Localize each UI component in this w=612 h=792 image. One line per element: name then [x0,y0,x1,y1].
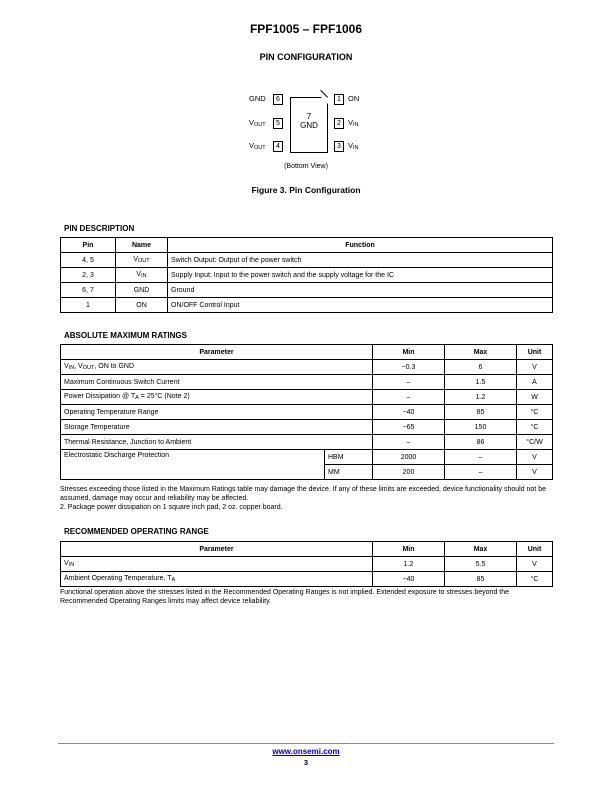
pin-number-left-2: 5 [273,118,283,129]
pin-label-right-3: $V_{IN}$ [348,141,359,151]
col-header-pin: Pin [61,238,116,253]
table-row: 4, 5 $V_{OUT}$ Switch Output: Output of the power switch [61,253,553,268]
bottom-view-label: (Bottom View) [284,163,328,170]
table-row: MM 200 – V [61,465,553,480]
pin-label-right-2: $V_{IN}$ [348,118,359,128]
table-row: Electrostatic Discharge Protection HBM 2000 – V [61,450,553,465]
pin-label-right-1: ON [348,94,360,103]
table-row: 1 ON ON/OFF Control Input [61,298,553,313]
pin-description-table [60,237,553,313]
table-row: Operating Temperature Range −40 85 °C [61,405,553,420]
col-header-min: Min [373,542,445,557]
functional-operation-note: Functional operation above the stresses listed in the Recommended Operating Ranges is not implied. Extended exposure to stresses beyond the Recommended Operating Ranges limits may affect device reliability. [60,589,510,605]
col-header-name: Name [116,238,168,253]
table-row: Storage Temperature −65 150 °C [61,420,553,435]
pin-number-right-3: 3 [334,141,344,152]
pin-number-left-1: 6 [273,94,283,105]
col-header-unit: Unit [517,542,553,557]
pin-label-left-2: $V_{OUT}$ [249,118,266,128]
pin-number-left-3: 4 [273,141,283,152]
footer-website-link[interactable]: www.onsemi.com [272,747,340,756]
pin-label-left-3: $V_{OUT}$ [249,141,266,151]
col-header-function: Function [168,238,553,253]
pin-number-right-2: 2 [334,118,344,129]
col-header-parameter: Parameter [61,542,373,557]
footer-divider [58,743,554,744]
stress-note: Stresses exceeding those listed in the Maximum Ratings table may damage the device. If any of these limits are exceeded, device functionality should not be assumed, damage may occur and reliability may be affected. [60,486,546,502]
rec-op-table [60,541,553,587]
pin-number-right-1: 1 [334,94,344,105]
col-header-parameter: Parameter [61,345,373,360]
table-row: 6, 7 GND Ground [61,283,553,298]
col-header-min: Min [373,345,445,360]
abs-max-title: ABSOLUTE MAXIMUM RATINGS [64,331,187,340]
figure-caption: Figure 3. Pin Configuration [251,185,361,195]
table-row: Ambient Operating Temperature, $T_A$ −40 85 °C [61,572,553,587]
abs-max-table [60,344,553,480]
pin-description-title: PIN DESCRIPTION [64,224,135,233]
page-number: 3 [303,758,309,767]
col-header-unit: Unit [517,345,553,360]
table-row: 2, 3 $V_{IN}$ Supply Input: Input to the power switch and the supply voltage for the IC [61,268,553,283]
package-outline [290,97,328,153]
table-row: Thermal Resistance, Junction to Ambient – 86 °C/W [61,435,553,450]
table-row: $V_{IN}$, $V_{OUT}$, ON to GND −0.3 6 V [61,360,553,375]
page-title: FPF1005 – FPF1006 [249,22,363,36]
table-row: Power Dissipation @ $T_A = 25^\circ C$ (Note 2) – 1.2 W [61,390,553,405]
footnote-2: 2. Package power dissipation on 1 square inch pad, 2 oz. copper board. [60,504,283,511]
pin-configuration-title: PIN CONFIGURATION [259,52,353,62]
table-row: Maximum Continuous Switch Current – 1.5 A [61,375,553,390]
package-pin-label: GND [300,121,318,130]
package-pin-number: 7 [306,112,312,121]
col-header-max: Max [445,542,517,557]
rec-op-title: RECOMMENDED OPERATING RANGE [64,527,209,536]
table-row: $V_{IN}$ 1.2 5.5 V [61,557,553,572]
pin-label-left-1: GND [249,94,266,103]
col-header-max: Max [445,345,517,360]
